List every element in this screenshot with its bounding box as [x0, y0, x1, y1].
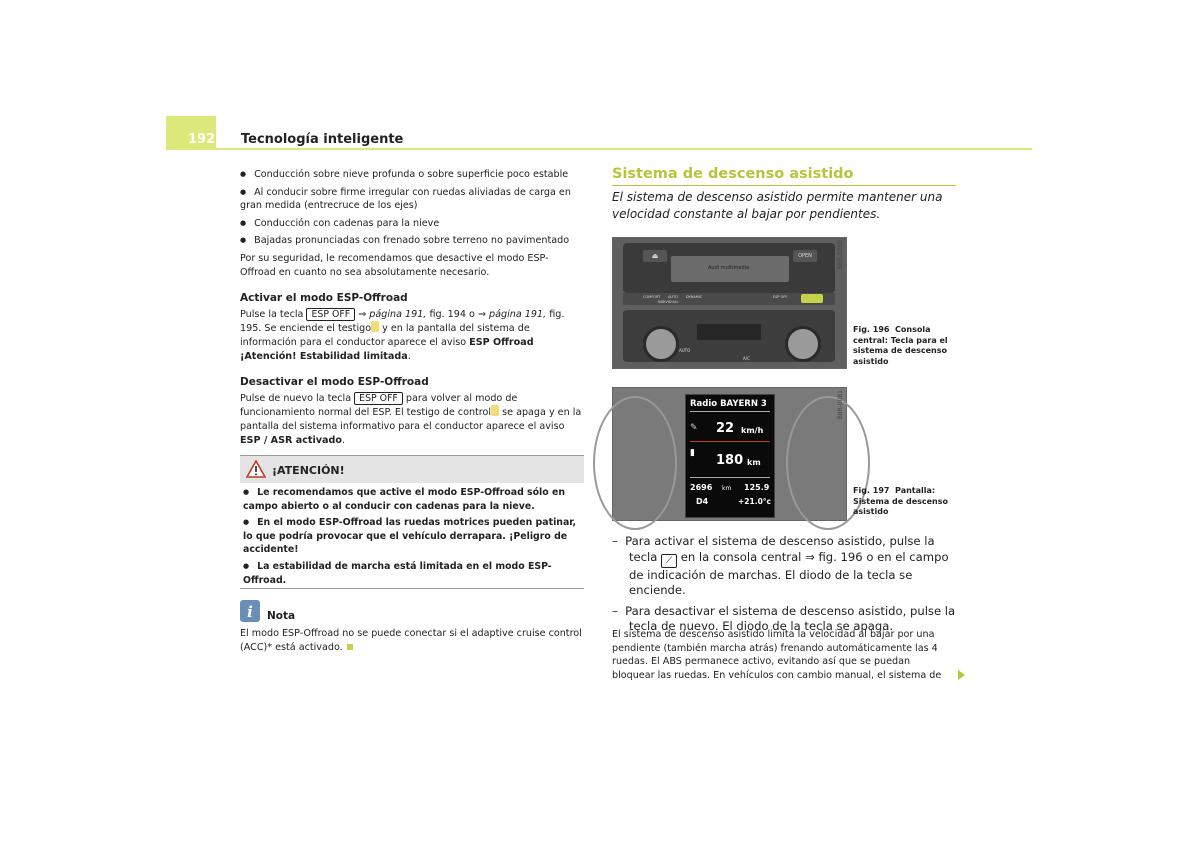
brand-label: Audi multimedia	[708, 265, 750, 271]
mode-label: AUTO	[668, 295, 678, 299]
esp-off-key: ESP OFF	[354, 392, 403, 405]
warning-triangle-icon	[246, 460, 266, 478]
step-item: – Para desactivar el sistema de descenso asistido, pulse la tecla de nuevo. El diodo de la tecla se apaga.	[612, 603, 956, 633]
left-temperature-knob	[643, 326, 679, 362]
safety-paragraph: Por su seguridad, le recomendamos que desactive el modo ESP-Offroad en cuanto no sea absolutamente necesario.	[240, 252, 549, 278]
figure-197-caption: Fig. 197 Pantalla: Sistema de descenso asistido	[853, 486, 949, 517]
warning-box	[240, 455, 584, 589]
header-rule	[166, 148, 1032, 150]
esp-off-key: ESP OFF	[306, 308, 355, 321]
list-item: ● Al conducir sobre firme irregular con ruedas aliviadas de carga en gran medida (entrecruce de los ejes)	[240, 186, 584, 213]
divider	[690, 411, 770, 412]
ac-label: A/C	[743, 356, 750, 361]
continue-arrow-icon	[958, 670, 965, 680]
descent-speed-icon: ✎	[690, 423, 698, 433]
descent-assist-button	[801, 294, 823, 303]
warning-body	[240, 483, 584, 587]
climate-display	[697, 324, 761, 340]
warning-header	[240, 455, 584, 483]
eject-icon: ⏏	[643, 250, 667, 262]
range-unit: km	[747, 458, 761, 467]
left-column	[240, 168, 584, 451]
figure-code: B8R-0081	[837, 390, 844, 420]
driver-info-screen	[685, 394, 775, 518]
outside-temperature: +21.0°c	[738, 497, 771, 506]
station-name: Radio BAYERN 3	[690, 399, 767, 409]
odometer-unit: km	[722, 485, 732, 492]
figure-code: B8R-0080	[837, 240, 844, 270]
activate-paragraph: Pulse la tecla ESP OFF ⇒ página 191, fig. 194 o ⇒ página 191, fig. 195. Se enciende el testigo y en la pantalla del sistema de información para el conductor aparece el aviso ESP Offroad ¡Atención! Estabilidad limitada.	[240, 308, 565, 362]
descent-assist-button-icon: ⟋	[661, 554, 677, 568]
warning-item: ● La estabilidad de marcha está limitada en el modo ESP-Offroad.	[243, 560, 582, 587]
warning-item: ● Le recomendamos que active el modo ESP-Offroad sólo en campo abierto o al conducir con cadenas para la nieve.	[243, 486, 582, 513]
activate-heading: Activar el modo ESP-Offroad	[240, 292, 408, 305]
note-body: El modo ESP-Offroad no se puede conectar si el adaptive cruise control (ACC)* está activado.	[240, 628, 582, 653]
closing-paragraph: El sistema de descenso asistido limita la velocidad al bajar por una pendiente (también marcha atrás) frenando automáticamente las 4 ruedas. El ABS permanece activo, evitando así que se puedan bloquear las ruedas. En vehículos con cambio manual, el sistema de	[612, 629, 942, 681]
odometer: 2696	[690, 483, 713, 492]
page-number: 192	[188, 132, 216, 147]
section-title-rule	[612, 185, 956, 186]
figure-197-display	[612, 387, 847, 521]
left-gauge-ring	[593, 396, 677, 530]
open-button: OPEN	[793, 250, 817, 262]
mode-label: DYNAMIC	[686, 295, 703, 299]
auto-label: AUTO	[679, 348, 691, 353]
note-title: Nota	[267, 610, 296, 622]
warning-item: ● En el modo ESP-Offroad las ruedas motrices pueden patinar, lo que podría provocar que el vehículo derrapara. ¡Peligro de accidente!	[243, 516, 582, 557]
figure-196-console	[612, 237, 847, 369]
deactivate-heading: Desactivar el modo ESP-Offroad	[240, 376, 429, 389]
list-item: ● Conducción con cadenas para la nieve	[240, 217, 584, 231]
list-item: ● Bajadas pronunciadas con frenado sobre terreno no pavimentado	[240, 234, 584, 248]
page-number-box	[166, 116, 216, 148]
mode-label: INDIVIDUAL	[658, 300, 679, 304]
divider	[690, 477, 770, 478]
esp-warning-lamp-icon	[491, 405, 499, 416]
gear-indicator: D4	[696, 497, 709, 506]
set-speed-unit: km/h	[741, 426, 764, 435]
right-temperature-knob	[785, 326, 821, 362]
chapter-title: Tecnología inteligente	[241, 132, 404, 147]
esp-off-label: ESP OFF	[773, 295, 788, 299]
info-icon: i	[240, 600, 260, 622]
figure-196-caption: Fig. 196 Consola central: Tecla para el sistema de descenso asistido	[853, 325, 948, 367]
steps-list	[612, 534, 957, 640]
end-of-section-marker	[347, 644, 353, 650]
section-intro: El sistema de descenso asistido permite mantener una velocidad constante al bajar por pendientes.	[612, 190, 943, 221]
trip-value: 125.9	[744, 483, 770, 492]
deactivate-paragraph: Pulse de nuevo la tecla ESP OFF para volver al modo de funcionamiento normal del ESP. El testigo de control se apaga y en la pantalla del sistema informativo para el conductor aparece el aviso ESP / ASR activado.	[240, 392, 582, 446]
section-title: Sistema de descenso asistido	[612, 166, 854, 182]
warning-title: ¡ATENCIÓN!	[272, 464, 345, 477]
set-speed-value: 22	[716, 421, 735, 436]
step-item: – Para activar el sistema de descenso asistido, pulse la tecla ⟋ en la consola central ⇒ fig. 196 o en el campo de indicación de marchas. El diodo de la tecla se enciende.	[612, 534, 949, 597]
range-value: 180	[716, 453, 744, 468]
esp-warning-lamp-icon	[371, 321, 379, 332]
divider	[690, 441, 770, 442]
list-item: ● Conducción sobre nieve profunda o sobre superficie poco estable	[240, 168, 584, 182]
fuel-icon: ▮	[690, 448, 695, 458]
mode-label: COMFORT	[643, 295, 661, 299]
